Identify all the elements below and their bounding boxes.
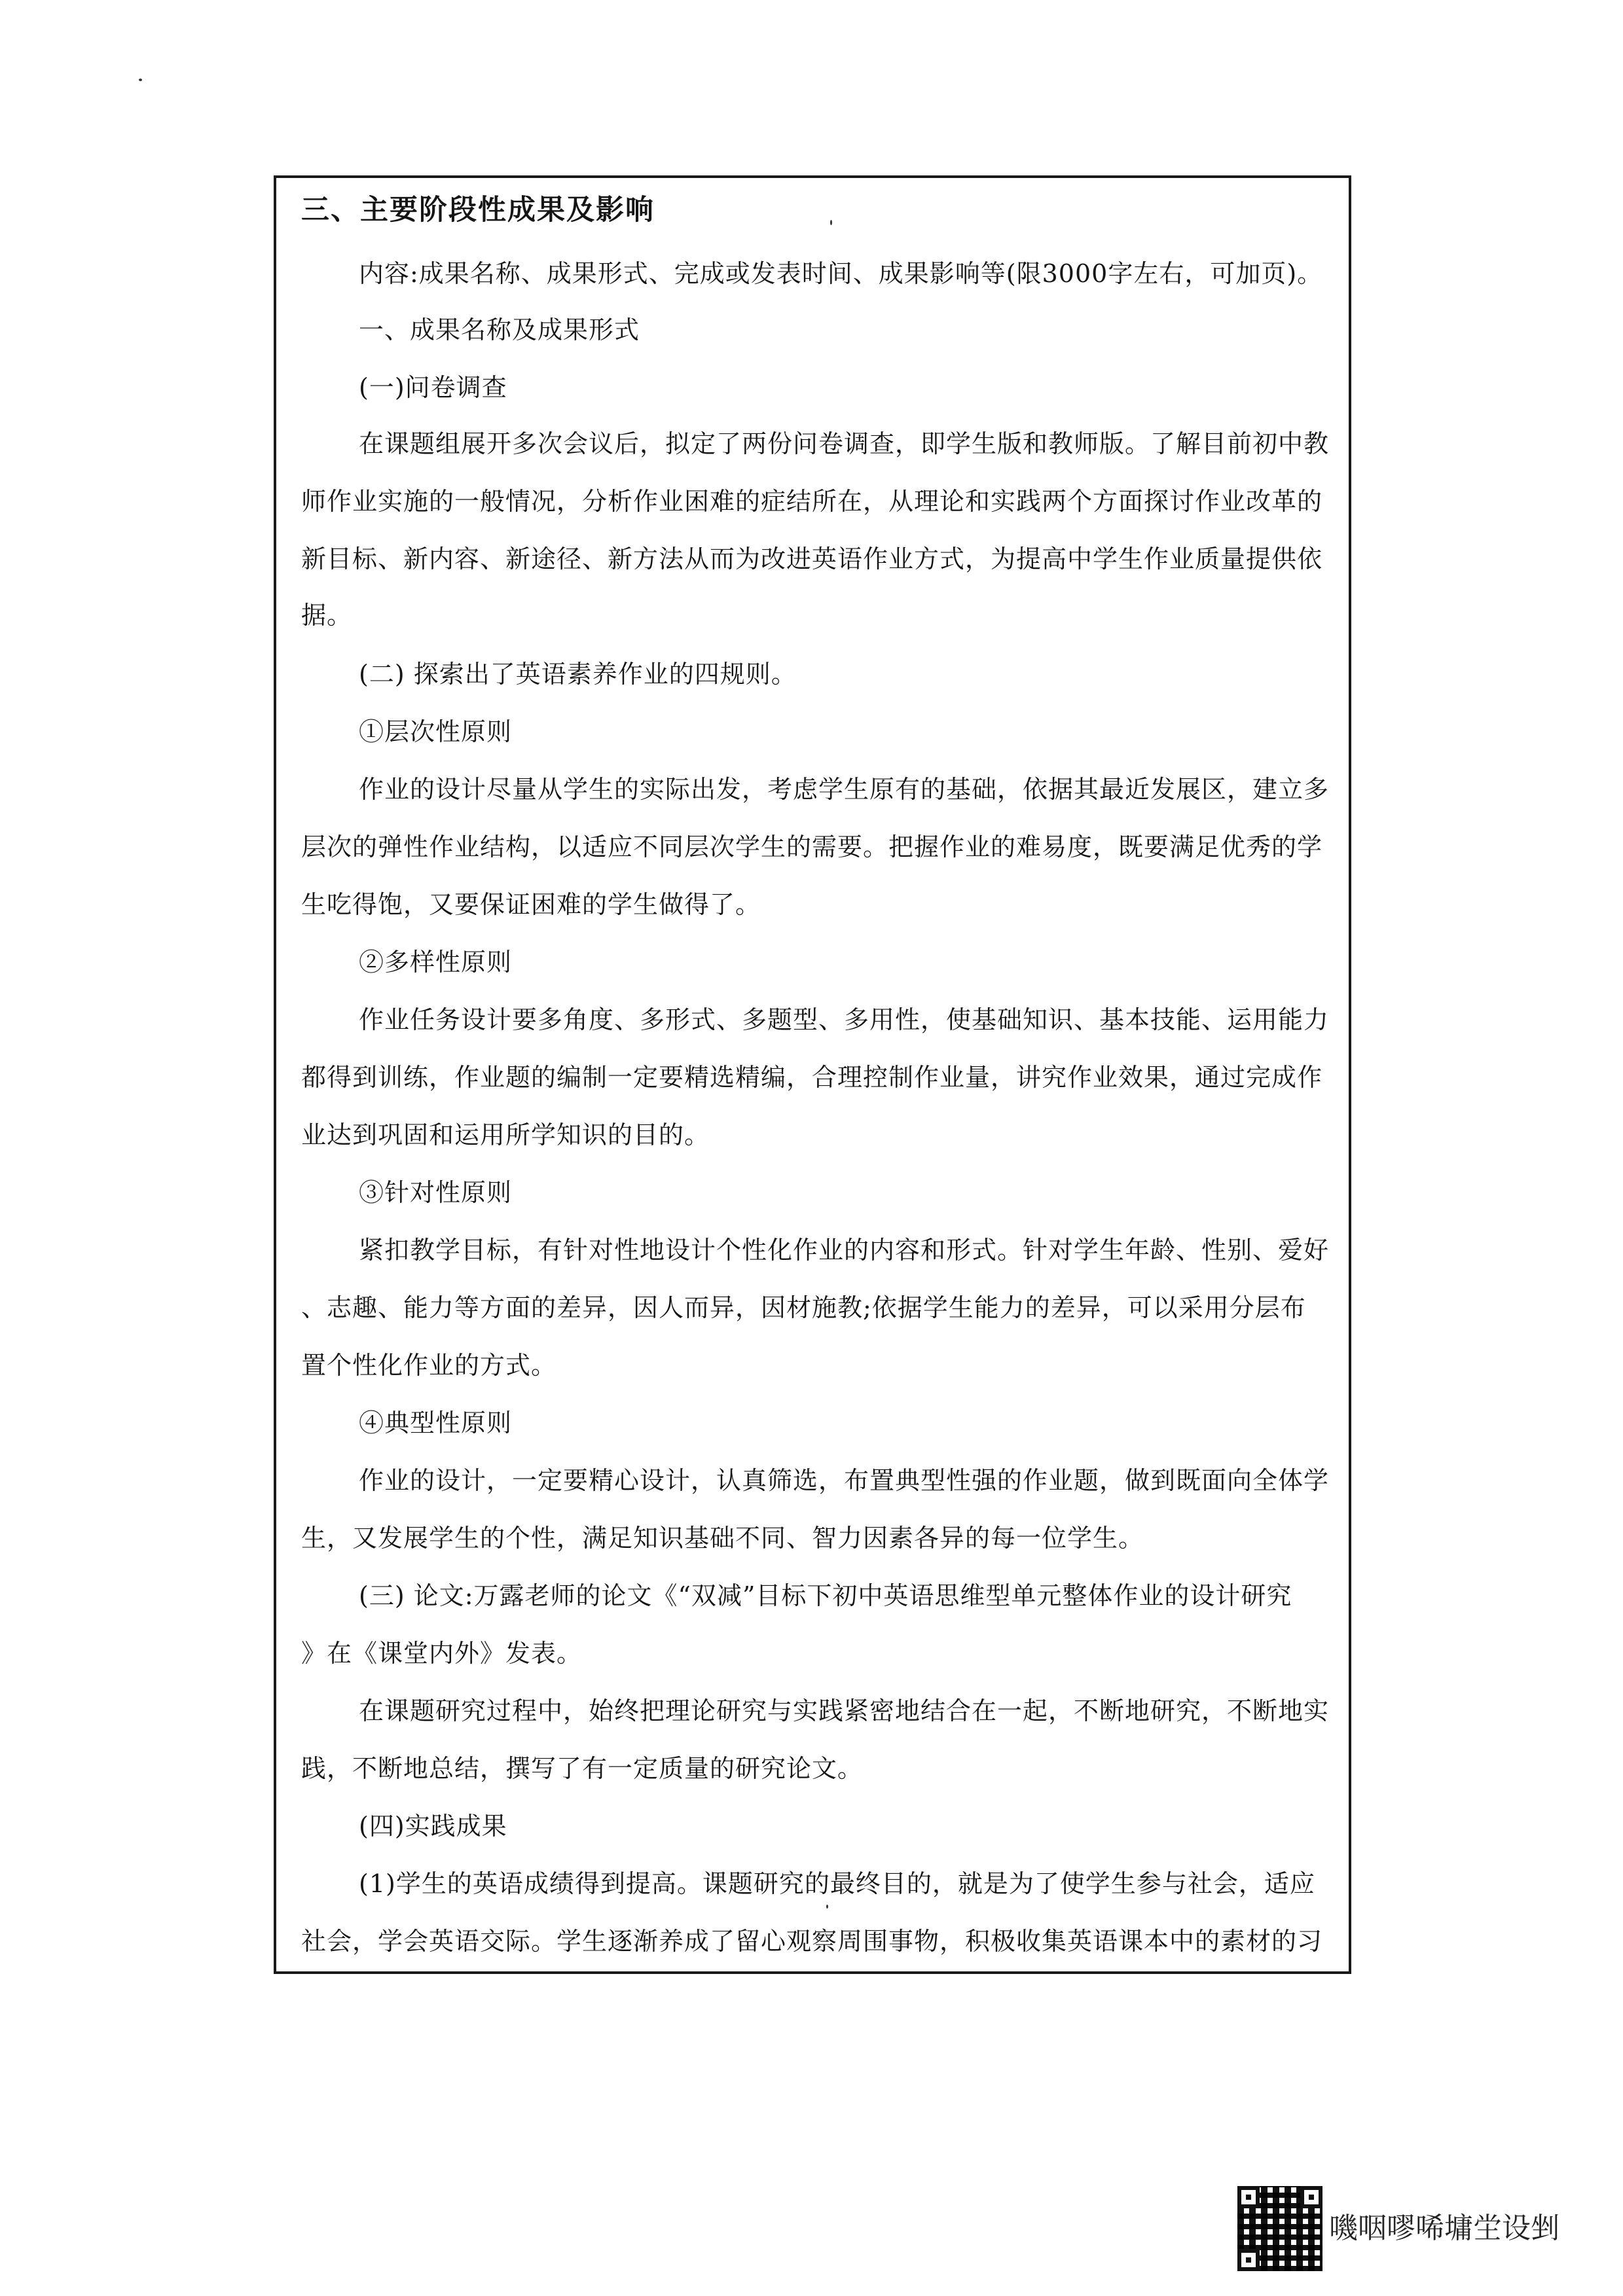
text-line: 都得到训练，作业题的编制一定要精选精编，合理控制作业量，讲究作业效果，通过完成作 bbox=[301, 1063, 1323, 1092]
text-line: ①层次性原则 bbox=[359, 717, 513, 746]
text-line: 》在《课堂内外》发表。 bbox=[301, 1639, 583, 1668]
scanner-watermark: 嘰咽嘐唏墉坣设剉 bbox=[1329, 2212, 1559, 2245]
text-line: ③针对性原则 bbox=[359, 1178, 513, 1207]
text-line: 置个性化作业的方式。 bbox=[301, 1351, 557, 1380]
text-line: 作业的设计尽量从学生的实际出发，考虑学生原有的基础，依据其最近发展区，建立多 bbox=[359, 775, 1330, 804]
content-requirement-note: 内容:成果名称、成果形式、完成或发表时间、成果影响等(限3000字左右，可加页)。 bbox=[359, 259, 1323, 288]
text-line: 生，又发展学生的个性，满足知识基础不同、智力因素各异的每一位学生。 bbox=[301, 1524, 1144, 1552]
text-line: 、志趣、能力等方面的差异，因人而异，因材施教;依据学生能力的差异，可以采用分层布 bbox=[301, 1293, 1306, 1322]
text-line: 践，不断地总结，撰写了有一定质量的研究论文。 bbox=[301, 1754, 864, 1783]
text-line: 作业的设计，一定要精心设计，认真筛选，布置典型性强的作业题，做到既面向全体学 bbox=[359, 1466, 1330, 1495]
text-line: 业达到巩固和运用所学知识的目的。 bbox=[301, 1121, 710, 1149]
text-line: 层次的弹性作业结构，以适应不同层次学生的需要。把握作业的难易度，既要满足优秀的学 bbox=[301, 833, 1323, 861]
text-line: 在课题组展开多次会议后，拟定了两份问卷调查，即学生版和教师版。了解目前初中教 bbox=[359, 429, 1330, 458]
text-line: ④典型性原则 bbox=[359, 1408, 513, 1437]
text-line: (三) 论文:万露老师的论文《“双减”目标下初中英语思维型单元整体作业的设计研究 bbox=[359, 1581, 1292, 1610]
text-line: 新目标、新内容、新途径、新方法从而为改进英语作业方式，为提高中学生作业质量提供依 bbox=[301, 545, 1323, 573]
text-line: 生吃得饱，又要保证困难的学生做得了。 bbox=[301, 890, 761, 919]
text-line: 社会，学会英语交际。学生逐渐养成了留心观察周围事物，积极收集英语课本中的素材的习 bbox=[301, 1927, 1323, 1956]
qr-finder-mark bbox=[1300, 2186, 1322, 2208]
text-line: 紧扣教学目标，有针对性地设计个性化作业的内容和形式。针对学生年龄、性别、爱好 bbox=[359, 1236, 1330, 1265]
text-line: (四)实践成果 bbox=[359, 1812, 507, 1840]
qr-finder-mark bbox=[1237, 2186, 1260, 2208]
qr-finder-mark bbox=[1237, 2249, 1260, 2271]
text-line: 作业任务设计要多角度、多形式、多题型、多用性，使基础知识、基本技能、运用能力 bbox=[359, 1005, 1330, 1034]
text-line: ②多样性原则 bbox=[359, 948, 513, 977]
text-line: (1)学生的英语成绩得到提高。课题研究的最终目的，就是为了使学生参与社会，适应 bbox=[359, 1869, 1315, 1898]
text-line: 据。 bbox=[301, 601, 353, 630]
section-heading: 三、主要阶段性成果及影响 bbox=[301, 194, 655, 226]
scan-speck bbox=[139, 79, 142, 81]
qr-code-image bbox=[1237, 2186, 1322, 2271]
text-line: 师作业实施的一般情况，分析作业困难的症结所在，从理论和实践两个方面探讨作业改革的 bbox=[301, 487, 1323, 516]
text-line: 在课题研究过程中，始终把理论研究与实践紧密地结合在一起，不断地研究，不断地实 bbox=[359, 1696, 1330, 1725]
text-line: 一、成果名称及成果形式 bbox=[359, 315, 640, 344]
text-line: (一)问卷调查 bbox=[359, 373, 507, 402]
text-line: (二) 探索出了英语素养作业的四规则。 bbox=[359, 660, 797, 689]
